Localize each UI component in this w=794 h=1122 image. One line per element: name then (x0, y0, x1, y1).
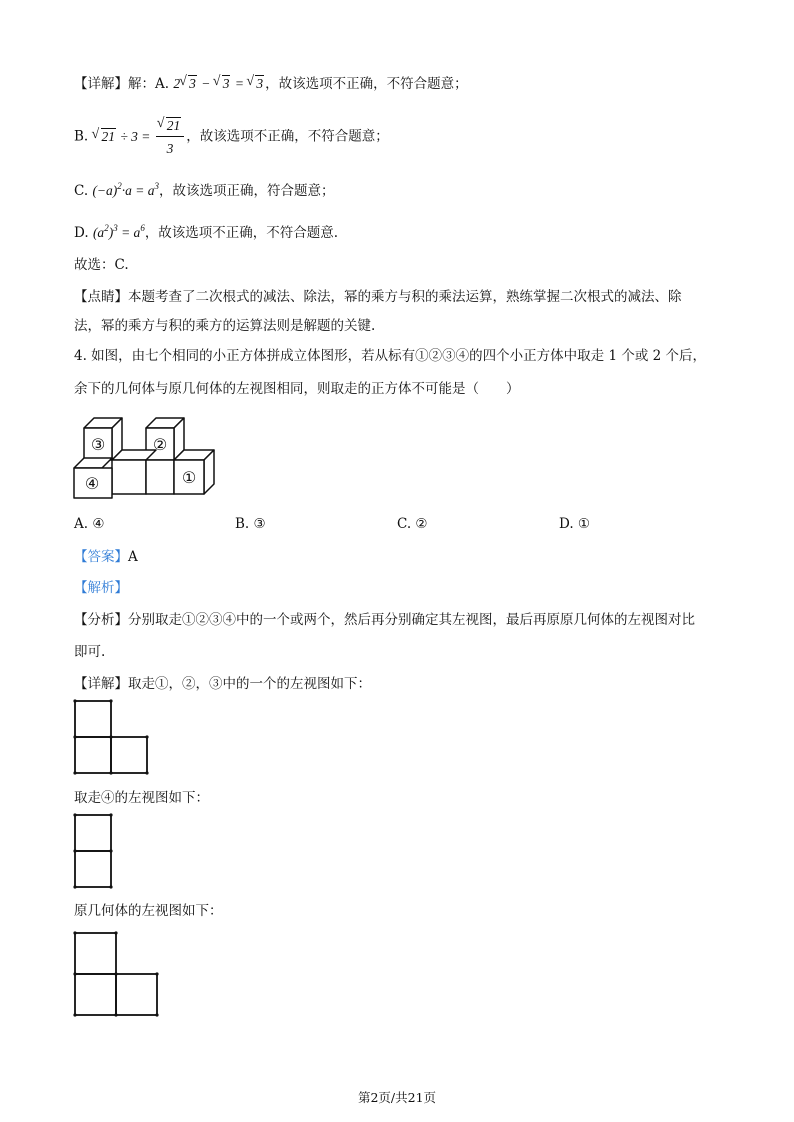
q3-option-d-line (74, 218, 338, 243)
q3-comment-line-1: 【点睛】本题考查了二次根式的减法、除法，幂的乘方与积的乘法运算，熟练掌握二次根式的减法、除 (74, 289, 682, 305)
q3-c-expression: $(-a)^2\cdot a = a^3$ (92, 181, 160, 198)
q4-analysis-line-2: 即可. (74, 644, 106, 660)
middle-cube-front-a (112, 460, 146, 494)
q4-detail-line: 【详解】取走①，②，③中的一个的左视图如下： (74, 676, 371, 692)
q3-b-expression: √ 21 ÷ 3 = √ $\frac{21}{3}$ (93, 129, 187, 144)
q4-option-a: A. ④ (74, 516, 105, 532)
cube-label-3: ③ (90, 435, 106, 454)
q4-option-c: C. ② (397, 516, 428, 532)
cube-label-4: ④ (84, 474, 100, 493)
cube-label-1: ① (181, 468, 197, 487)
analysis-label: 【解析】 (74, 580, 128, 596)
cube-stack-figure (70, 412, 230, 506)
q3-option-b-line (74, 116, 389, 159)
q4-option-b: B. ③ (235, 516, 266, 532)
q3-a-text: ，故该选项不正确，不符合题意； (265, 76, 468, 92)
q3-comment-line-2: 法，幂的乘方与积的乘方的运算法则是解题的关键. (74, 318, 376, 334)
analysis-head: 【分析】 (74, 612, 128, 628)
answer-value: A (128, 549, 138, 565)
detail-label: 【详解】 (74, 76, 128, 92)
left-view-remove-123 (72, 698, 152, 782)
cube-stack-svg (70, 412, 230, 502)
q3-c-text: ，故该选项正确，符合题意； (159, 183, 335, 199)
page-footer: 第2页/共21页 (357, 1090, 437, 1105)
q3-choice: 故选：C. (74, 257, 129, 273)
comment-label: 【点睛】 (74, 289, 128, 305)
q3-a-expression: 2√ 3 − √ 3 = √ 3 (173, 76, 265, 91)
q3-option-c-line (74, 176, 335, 201)
q4-stem-line-2: 余下的几何体与原几何体的左视图相同，则取走的正方体不可能是（ ） (74, 381, 520, 397)
answer-label: 【答案】 (74, 549, 128, 565)
q3-b-text: ，故该选项不正确，不符合题意； (186, 128, 389, 145)
q4-answer-line (74, 547, 138, 567)
q4-option-d: D. ① (559, 516, 591, 532)
q3-c-label: C. (74, 183, 93, 199)
q3-d-label: D. (74, 225, 93, 241)
cube-label-2: ② (152, 435, 168, 454)
q3-a-prefix: 解：A. (128, 76, 174, 92)
middle-cube-front-b (146, 460, 174, 494)
left-view-original (72, 930, 162, 1024)
caption-remove-4: 取走④的左视图如下： (74, 790, 209, 806)
caption-original: 原几何体的左视图如下： (74, 903, 223, 919)
q3-d-text: ，故该选项不正确，不符合题意. (144, 225, 339, 241)
q4-stem-line-1: 4. 如图，由七个相同的小正方体拼成立体图形，若从标有①②③④的四个小正方体中取走 1 个或 2 个后， (74, 348, 707, 364)
q4-analysis-line-1: 【分析】分别取走①②③④中的一个或两个，然后再分别确定其左视图，最后再原原几何体的左视图对比 (74, 612, 695, 628)
detail-label-2: 【详解】 (74, 676, 128, 692)
cube-4-top (74, 458, 112, 468)
q3-option-a-line (74, 74, 468, 94)
q3-d-expression: $(a^2)^3 = a^6$ (92, 223, 145, 240)
q3-b-label: B. (74, 128, 93, 145)
left-view-remove-4 (72, 812, 116, 896)
